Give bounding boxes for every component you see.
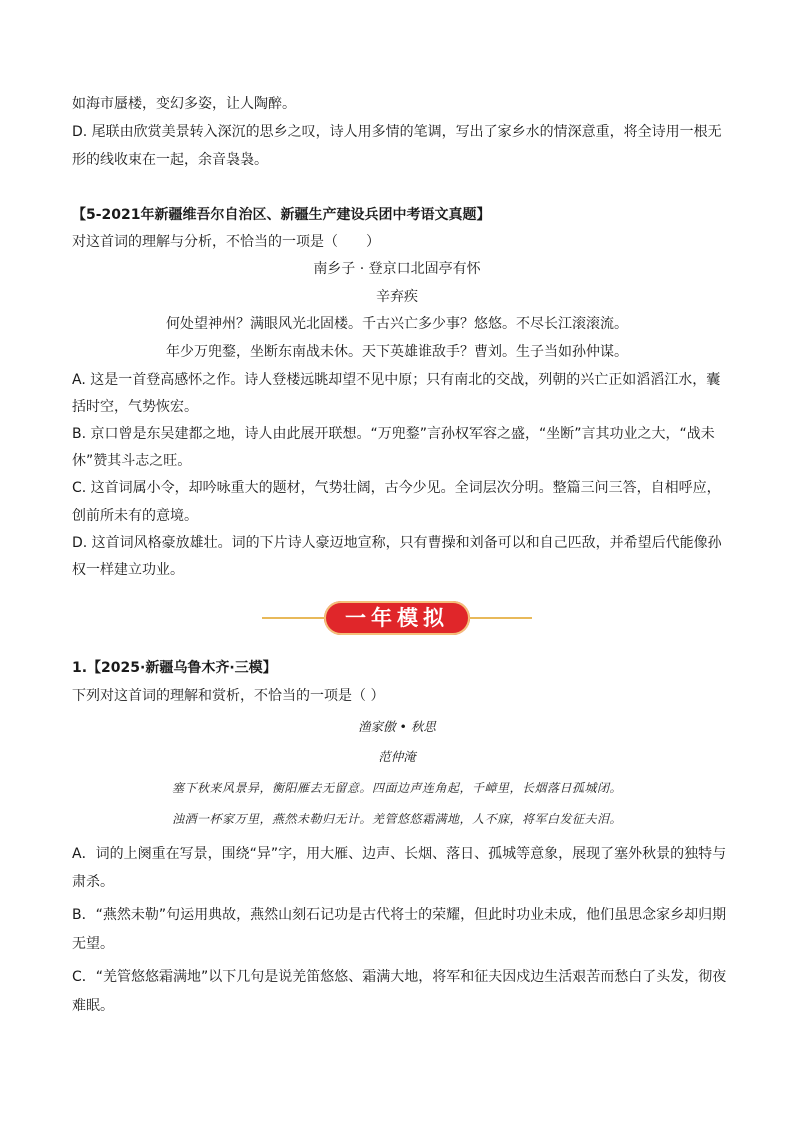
question-1-prompt: 下列对这首词的理解和赏析，不恰当的一项是（ ） <box>72 688 385 704</box>
banner-label: 一年模拟 <box>345 606 449 630</box>
paragraph-line: 如海市蜃楼，变幻多姿，让人陶醉。 <box>72 96 296 112</box>
poem-title: 渔家傲 • 秋思 <box>358 719 436 734</box>
poem-verse: 浊酒一杯家万里，燕然未勒归无计。羌管悠悠霜满地，人不寐，将军白发征夫泪。 <box>171 812 622 826</box>
banner-rule-right <box>462 617 532 619</box>
option-d-line-cont: 形的线收束在一起，余音袅袅。 <box>72 152 268 168</box>
banner-rule-left <box>262 617 332 619</box>
banner-pill <box>324 601 470 635</box>
option-b: B．“燕然未勒”句运用典故，燕然山刻石记功是古代将士的荣耀，但此时功业未成，他们虽思念家乡却归期 <box>72 907 727 923</box>
option-a: A. 这是一首登高感怀之作。诗人登楼远眺却望不见中原；只有南北的交战，列朝的兴亡正如滔滔江水，囊 <box>72 372 721 388</box>
option-b-cont: 无望。 <box>72 936 114 952</box>
option-c: C．“羌管悠悠霜满地”以下几句是说羌笛悠悠、霜满大地，将军和征夫因戍边生活艰苦而愁白了头发，彻夜 <box>72 969 727 985</box>
option-c-cont: 创前所未有的意境。 <box>72 508 198 524</box>
question-1-source: 1.【2025·新疆乌鲁木齐·三模】 <box>72 660 277 676</box>
poem-author: 辛弃疾 <box>376 289 418 305</box>
option-a: A．词的上阕重在写景，围绕“异”字，用大雁、边声、长烟、落日、孤城等意象，展现了塞外秋景的独特与 <box>72 846 727 862</box>
option-d: D. 这首词风格豪放雄壮。词的下片诗人豪迈地宣称，只有曹操和刘备可以和自己匹敌，并希望后代能像孙 <box>72 535 722 551</box>
option-c: C. 这首词属小令，却吟咏重大的题材，气势壮阔，古今少见。全词层次分明。整篇三问三答，自相呼应， <box>72 480 721 496</box>
option-a-cont: 肃杀。 <box>72 874 114 890</box>
option-d-cont: 权一样建立功业。 <box>72 562 184 578</box>
option-b: B. 京口曾是东吴建都之地，诗人由此展开联想。“万兜鍪”言孙权军容之盛，“坐断”言其功业之大，“战未 <box>72 426 715 442</box>
poem-title: 南乡子 · 登京口北固亭有怀 <box>313 261 481 277</box>
poem-author: 范仲淹 <box>378 749 416 764</box>
poem-verse: 塞下秋来风景异，衡阳雁去无留意。四面边声连角起，千嶂里，长烟落日孤城闭。 <box>171 781 622 795</box>
section-banner <box>262 598 532 638</box>
option-b-cont: 休”赞其斗志之旺。 <box>72 453 192 469</box>
option-d-line: D. 尾联由欣赏美景转入深沉的思乡之叹，诗人用多情的笔调，写出了家乡水的情深意重，将全诗用一根无 <box>72 124 722 140</box>
option-a-cont: 括时空，气势恢宏。 <box>72 399 198 415</box>
poem-verse: 何处望神州？满眼风光北固楼。千古兴亡多少事？悠悠。不尽长江滚滚流。 <box>166 316 628 332</box>
poem-verse: 年少万兜鍪，坐断东南战未休。天下英雄谁敌手？曹刘。生子当如孙仲谋。 <box>166 344 628 360</box>
question-5-prompt: 对这首词的理解与分析，不恰当的一项是（ ） <box>72 234 380 250</box>
option-c-cont: 难眠。 <box>72 998 114 1014</box>
question-5-source: 【5-2021年新疆维吾尔自治区、新疆生产建设兵团中考语文真题】 <box>72 207 491 223</box>
